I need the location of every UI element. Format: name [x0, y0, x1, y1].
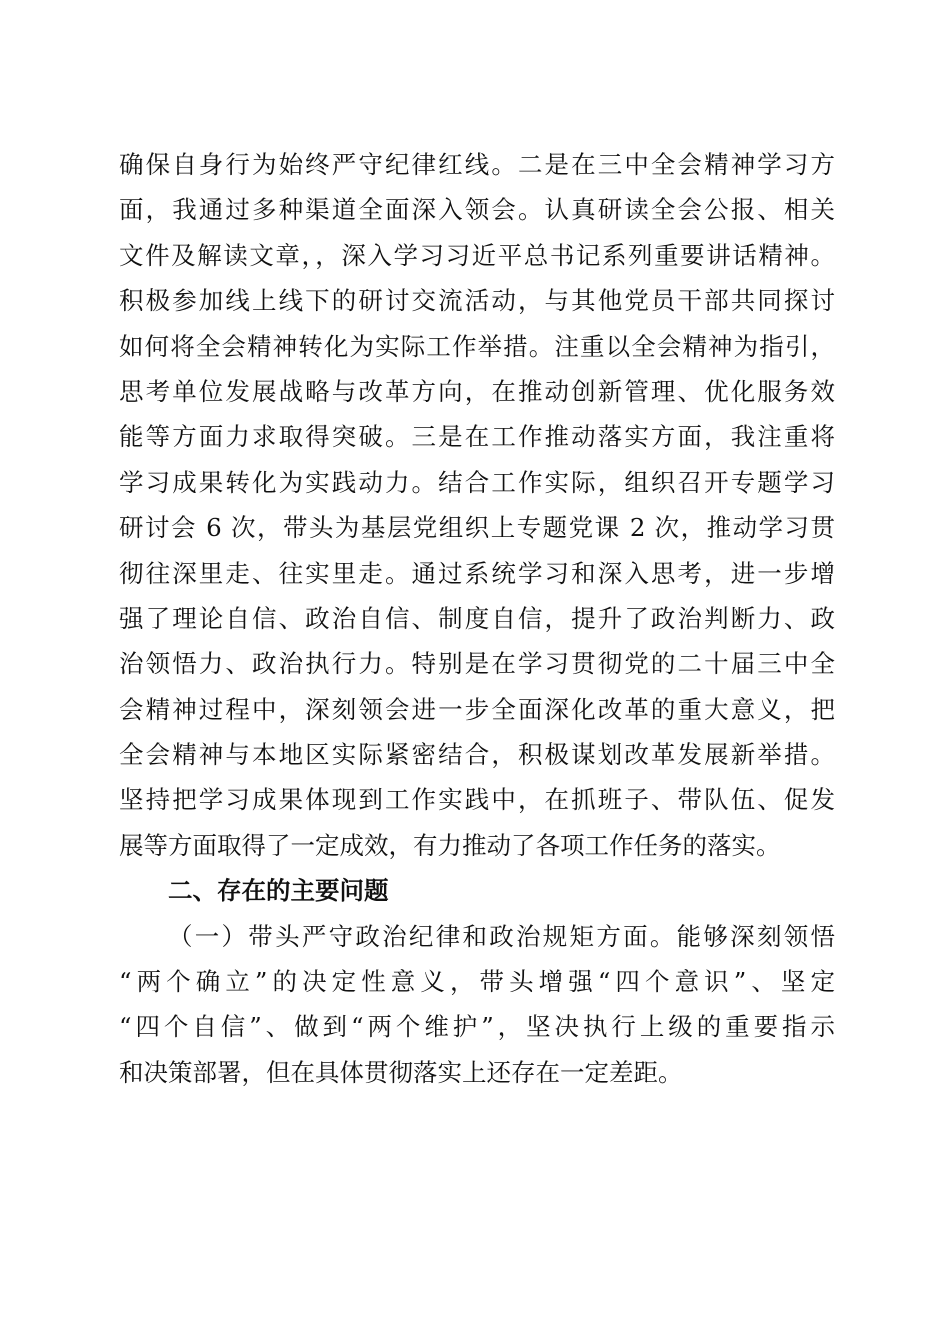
- paragraph-line: 能等方面力求取得突破。三是在工作推动落实方面，我注重将: [119, 422, 835, 452]
- paragraph-line: “四个自信”、做到“两个维护”，坚决执行上级的重要指示: [119, 1012, 835, 1042]
- paragraph-line: 强了理论自信、政治自信、制度自信，提升了政治判断力、政: [119, 603, 835, 633]
- paragraph-line: 思考单位发展战略与改革方向，在推动创新管理、优化服务效: [119, 376, 835, 406]
- paragraph-line: 展等方面取得了一定成效，有力推动了各项工作任务的落实。: [119, 830, 781, 860]
- paragraph-line: 学习成果转化为实践动力。结合工作实际，组织召开专题学习: [119, 467, 835, 497]
- paragraph-line: 彻往深里走、往实里走。通过系统学习和深入思考，进一步增: [119, 558, 835, 588]
- section-heading: 二、存在的主要问题: [168, 876, 389, 906]
- paragraph-line: 治领悟力、政治执行力。特别是在学习贯彻党的二十届三中全: [119, 649, 835, 679]
- paragraph-line: 确保自身行为始终严守纪律红线。二是在三中全会精神学习方: [119, 150, 835, 179]
- body-text: [119, 142, 835, 1095]
- paragraph-line: 面，我通过多种渠道全面深入领会。认真研读全会公报、相关: [119, 195, 835, 225]
- paragraph-line: 积极参加线上线下的研讨交流活动，与其他党员干部共同探讨: [119, 286, 835, 316]
- paragraph-line: 坚持把学习成果体现到工作实践中，在抓班子、带队伍、促发: [119, 785, 835, 815]
- paragraph-line: 文件及解读文章，，深入学习习近平总书记系列重要讲话精神。: [119, 240, 835, 270]
- paragraph-line: 如何将全会精神转化为实际工作举措。注重以全会精神为指引，: [119, 331, 835, 361]
- paragraph-line: （一）带头严守政治纪律和政治规矩方面。能够深刻领悟: [168, 921, 835, 951]
- paragraph-line: 研讨会 6 次，带头为基层党组织上专题党课 2 次，推动学习贯: [119, 513, 835, 543]
- paragraph-line: “两个确立”的决定性意义，带头增强“四个意识”、坚定: [119, 967, 835, 997]
- paragraph-line: 会精神过程中，深刻领会进一步全面深化改革的重大意义，把: [119, 694, 835, 724]
- paragraph-line: 和决策部署，但在具体贯彻落实上还存在一定差距。: [119, 1057, 683, 1087]
- paragraph-line: 全会精神与本地区实际紧密结合，积极谋划改革发展新举措。: [119, 740, 835, 770]
